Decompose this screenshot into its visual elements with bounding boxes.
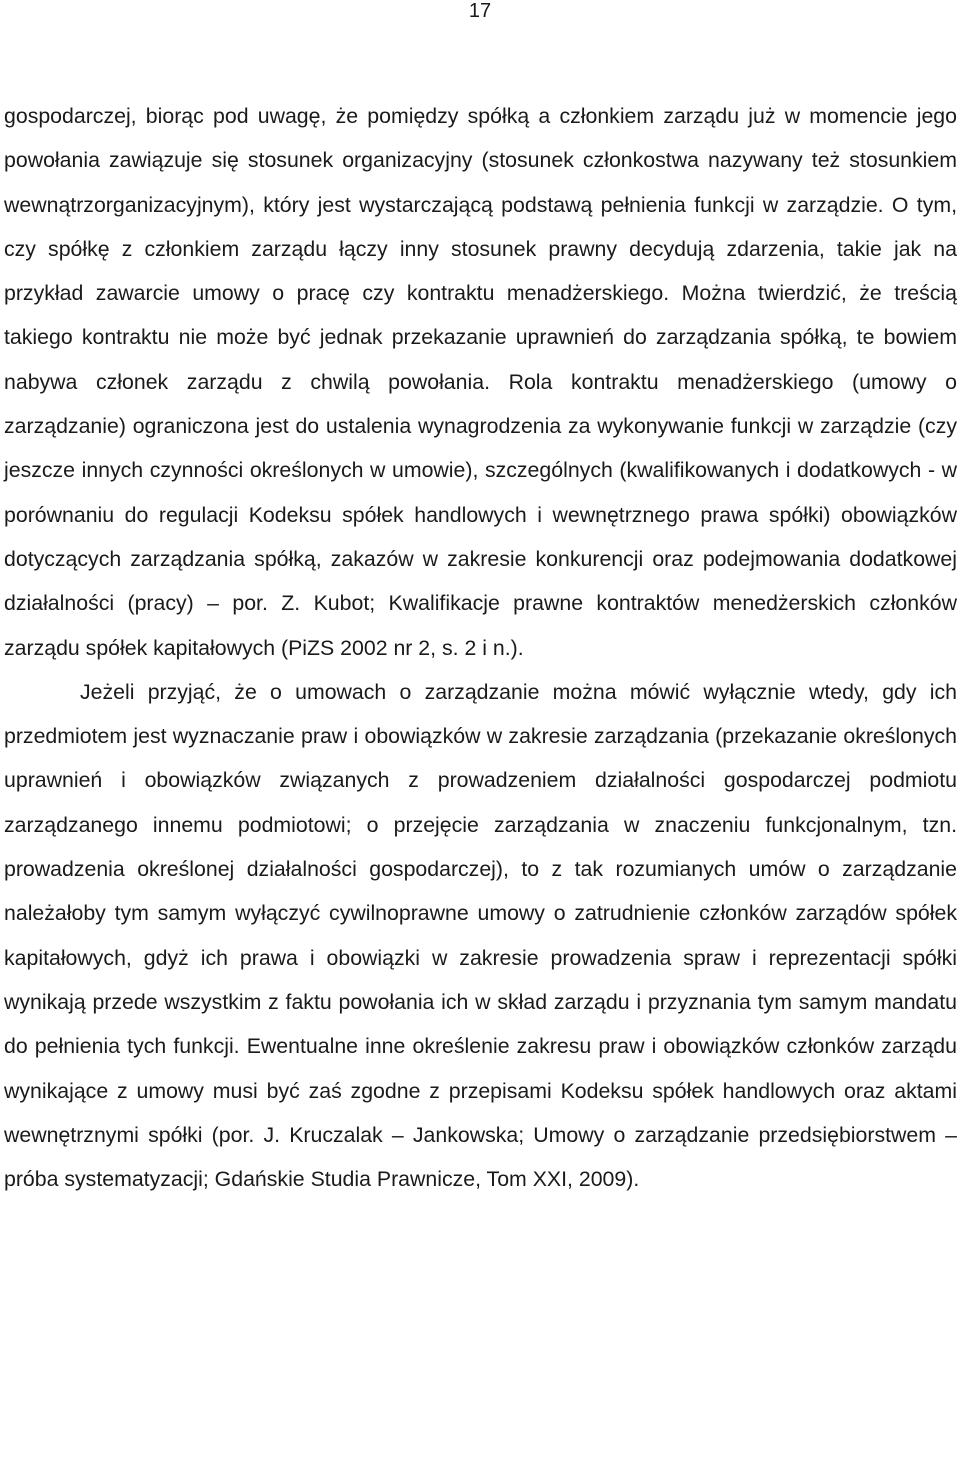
paragraph-continuation: gospodarczej, biorąc pod uwagę, że pomiędzy spółką a członkiem zarządu już w momencie jego powołania zawiązuje się stosunek organizacyjny (stosunek członkostwa nazywany też stosunkiem wewnątrzorganizacyjnym), który jest wystarczającą podstawą pełnienia funkcji w zarządzie. O tym, czy spółkę z członkiem zarządu łączy inny stosunek prawny decydują zdarzenia, takie jak na przykład zawarcie umowy o pracę czy kontraktu menadżerskiego. Można twierdzić, że treścią takiego kontraktu nie może być jednak przekazanie uprawnień do zarządzania spółką, te bowiem nabywa członek zarządu z chwilą powołania. Rola kontraktu menadżerskiego (umowy o zarządzanie) ograniczona jest do ustalenia wynagrodzenia za wykonywanie funkcji w zarządzie (czy jeszcze innych czynności określonych w umowie), szczególnych (kwalifikowanych i dodatkowych - w porównaniu do regulacji Kodeksu spółek handlowych i wewnętrznego prawa spółki) obowiązków dotyczących zarządzania spółką, zakazów w zakresie konkurencji oraz podejmowania dodatkowej działalności (pracy) – por. Z. Kubot; Kwalifikacje prawne kontraktów menedżerskich członków zarządu spółek kapitałowych (PiZS 2002 nr 2, s. 2 i n.). [4, 104, 957, 660]
document-body [4, 94, 957, 1201]
page-number: 17 [468, 0, 492, 22]
paragraph-management-contracts: Jeżeli przyjąć, że o umowach o zarządzanie można mówić wyłącznie wtedy, gdy ich przedmiotem jest wyznaczanie praw i obowiązków w zakresie zarządzania (przekazanie określonych uprawnień i obowiązków związanych z prowadzeniem działalności gospodarczej podmiotu zarządzanego innemu podmiotowi; o przejęcie zarządzania w znaczeniu funkcjonalnym, tzn. prowadzenia określonej działalności gospodarczej), to z tak rozumianych umów o zarządzanie należałoby tym samym wyłączyć cywilnoprawne umowy o zatrudnienie członków zarządów spółek kapitałowych, gdyż ich prawa i obowiązki w zakresie prowadzenia spraw i reprezentacji spółki wynikają przede wszystkim z faktu powołania ich w skład zarządu i przyznania tym samym mandatu do pełnienia tych funkcji. Ewentualne inne określenie zakresu praw i obowiązków członków zarządu wynikające z umowy musi być zaś zgodne z przepisami Kodeksu spółek handlowych oraz aktami wewnętrznymi spółki (por. J. Kruczalak – Jankowska; Umowy o zarządzanie przedsiębiorstwem – próba systematyzacji; Gdańskie Studia Prawnicze, Tom XXI, 2009). [4, 679, 957, 1192]
